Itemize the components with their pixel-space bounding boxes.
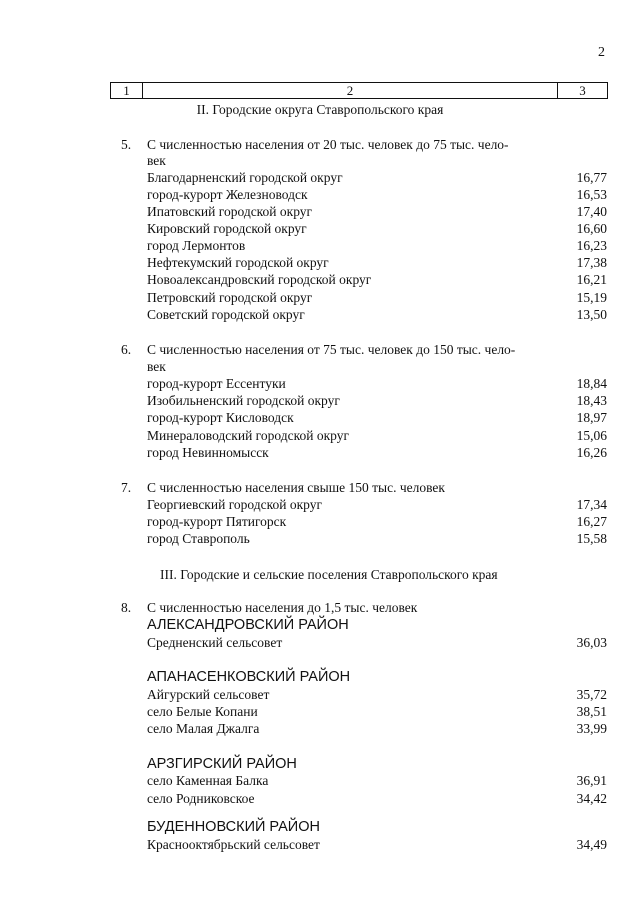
district-heading: БУДЕННОВСКИЙ РАЙОН (147, 819, 320, 835)
header-col-1: 1 (111, 83, 143, 98)
table-row-name: город-курорт Пятигорск (147, 514, 287, 529)
table-row-name: город-курорт Ессентуки (147, 376, 286, 391)
table-row-value: 15,06 (576, 428, 607, 443)
table-row-value: 34,49 (576, 837, 607, 852)
table-row-value: 16,26 (576, 445, 607, 460)
table-row-value: 18,84 (576, 376, 607, 391)
group-5-number: 5. (121, 137, 132, 152)
table-row-value: 18,97 (576, 410, 607, 425)
table-row-value: 15,19 (576, 290, 607, 305)
table-row-name: Айгурский сельсовет (147, 687, 270, 702)
table-row-name: город-курорт Железноводск (147, 187, 308, 202)
table-row-value: 16,21 (576, 272, 607, 287)
table-row-value: 16,53 (576, 187, 607, 202)
table-row-name: Благодарненский городской округ (147, 170, 343, 185)
table-row-value: 16,60 (576, 221, 607, 236)
table-row-value: 38,51 (576, 704, 607, 719)
table-row-name: Изобильненский городской округ (147, 393, 340, 408)
group-5-title: С численностью населения от 20 тыс. человек до 75 тыс. чело- (147, 137, 509, 152)
group-6-number: 6. (121, 342, 132, 357)
table-row-name: Краснооктябрьский сельсовет (147, 837, 320, 852)
district-heading: АПАНАСЕНКОВСКИЙ РАЙОН (147, 669, 351, 685)
table-header-row (110, 82, 608, 99)
table-row-name: город Невинномысск (147, 445, 269, 460)
table-row-name: город Ставрополь (147, 531, 250, 546)
table-row-value: 34,42 (576, 791, 607, 806)
table-row-value: 18,43 (576, 393, 607, 408)
table-row-value: 36,91 (576, 773, 607, 788)
table-row-name: село Малая Джалга (147, 721, 260, 736)
header-col-2: 2 (143, 83, 558, 98)
table-row-value: 17,34 (576, 497, 607, 512)
table-row-value: 16,77 (576, 170, 607, 185)
table-row-name: город-курорт Кисловодск (147, 410, 294, 425)
table-row-name: село Родниковское (147, 791, 255, 806)
table-row-name: Средненский сельсовет (147, 635, 283, 650)
header-col-3: 3 (579, 83, 586, 98)
table-row-value: 35,72 (576, 687, 607, 702)
table-row-value: 16,23 (576, 238, 607, 253)
table-row-name: город Лермонтов (147, 238, 246, 253)
table-row-name: Ипатовский городской округ (147, 204, 313, 219)
district-heading: АРЗГИРСКИЙ РАЙОН (147, 756, 297, 772)
table-row-name: Минераловодский городской округ (147, 428, 349, 443)
group-8-title: С численностью населения до 1,5 тыс. человек (147, 600, 418, 615)
district-heading: АЛЕКСАНДРОВСКИЙ РАЙОН (147, 617, 349, 633)
table-row-name: Петровский городской округ (147, 290, 313, 305)
table-row-name: Новоалександровский городской округ (147, 272, 372, 287)
group-6-title: С численностью населения от 75 тыс. человек до 150 тыс. чело- (147, 342, 516, 357)
group-7-number: 7. (121, 480, 132, 495)
group-5-title-cont: век (147, 153, 166, 168)
page-number: 2 (598, 45, 605, 60)
table-row-value: 36,03 (576, 635, 607, 650)
table-row-value: 16,27 (576, 514, 607, 529)
table-row-name: Кировский городской округ (147, 221, 307, 236)
table-row-name: село Белые Копани (147, 704, 258, 719)
group-7-title: С численностью населения свыше 150 тыс. человек (147, 480, 445, 495)
table-row-value: 33,99 (576, 721, 607, 736)
section-3-title: III. Городские и сельские поселения Ставропольского края (160, 567, 498, 582)
table-row-value: 17,40 (576, 204, 607, 219)
group-8-number: 8. (121, 600, 132, 615)
table-row-value: 17,38 (576, 255, 607, 270)
table-row-value: 13,50 (576, 307, 607, 322)
table-row-name: Советский городской округ (147, 307, 305, 322)
group-6-title-cont: век (147, 359, 166, 374)
table-row-name: село Каменная Балка (147, 773, 269, 788)
section-2-title: II. Городские округа Ставропольского края (196, 102, 444, 117)
table-row-value: 15,58 (576, 531, 607, 546)
table-row-name: Нефтекумский городской округ (147, 255, 329, 270)
table-row-name: Георгиевский городской округ (147, 497, 323, 512)
